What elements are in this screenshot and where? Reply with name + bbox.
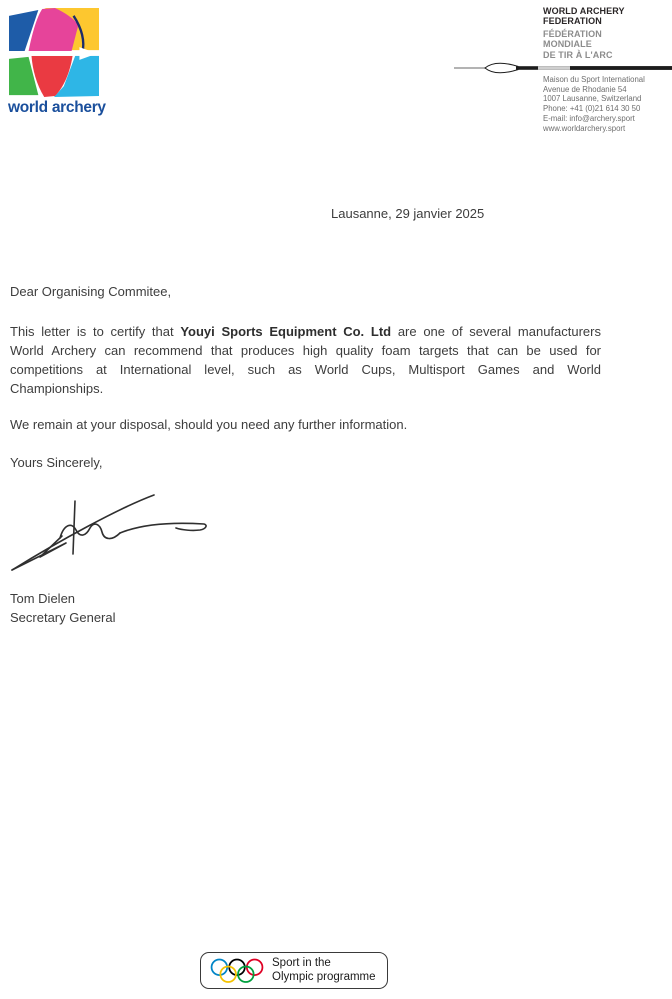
body-line-3: competitions at International level, such as World Cups, Multisport Games and World [10,362,601,377]
letter-closing-line: We remain at your disposal, should you need any further information. [10,417,408,432]
olympic-rings-icon [209,958,265,984]
world-archery-logo [8,8,128,117]
signature-image [4,486,214,574]
body-text: are one of several manufacturers [391,324,601,339]
letter-valediction: Yours Sincerely, [10,455,103,470]
federation-title-line: WORLD ARCHERY [543,6,625,16]
letter-dateline: Lausanne, 29 janvier 2025 [331,206,485,221]
signer-name: Tom Dielen [10,591,76,606]
address-line: Avenue de Rhodanie 54 [543,84,627,94]
federation-subtitle-line: MONDIALE [543,39,592,50]
badge-text [272,957,376,984]
federation-subtitle-fr [543,29,613,60]
letter-body-paragraph [10,322,601,398]
logo-wordmark: world archery [8,99,106,116]
address-line: www.worldarchery.sport [543,123,626,133]
arrow-divider-icon [452,61,672,74]
federation-subtitle-line: FÉDÉRATION [543,29,602,39]
address-line: Maison du Sport International [543,75,645,84]
federation-title-line: FEDERATION [543,16,602,27]
letter-salutation: Dear Organising Commitee, [10,284,172,299]
body-text: This letter is to certify that [10,324,181,339]
world-archery-logo-icon [8,8,100,98]
federation-title [543,6,625,27]
federation-subtitle-line: DE TIR À L'ARC [543,49,613,60]
signer-title: Secretary General [10,610,116,625]
federation-address [543,75,645,133]
address-line: 1007 Lausanne, Switzerland [543,94,642,104]
manufacturer-name: Youyi Sports Equipment Co. Ltd [180,324,392,339]
body-line-1 [10,322,601,341]
body-line-2: World Archery can recommend that produces high quality foam targets that can be used for [10,343,601,358]
body-line-4: Championships. [10,381,104,396]
letter-signoff [10,589,116,627]
olympic-programme-badge [200,952,388,989]
address-line: E-mail: info@archery.sport [543,113,635,123]
badge-text-line: Sport in the [272,957,331,969]
badge-text-line: Olympic programme [272,970,376,983]
address-line: Phone: +41 (0)21 614 30 50 [543,104,641,114]
